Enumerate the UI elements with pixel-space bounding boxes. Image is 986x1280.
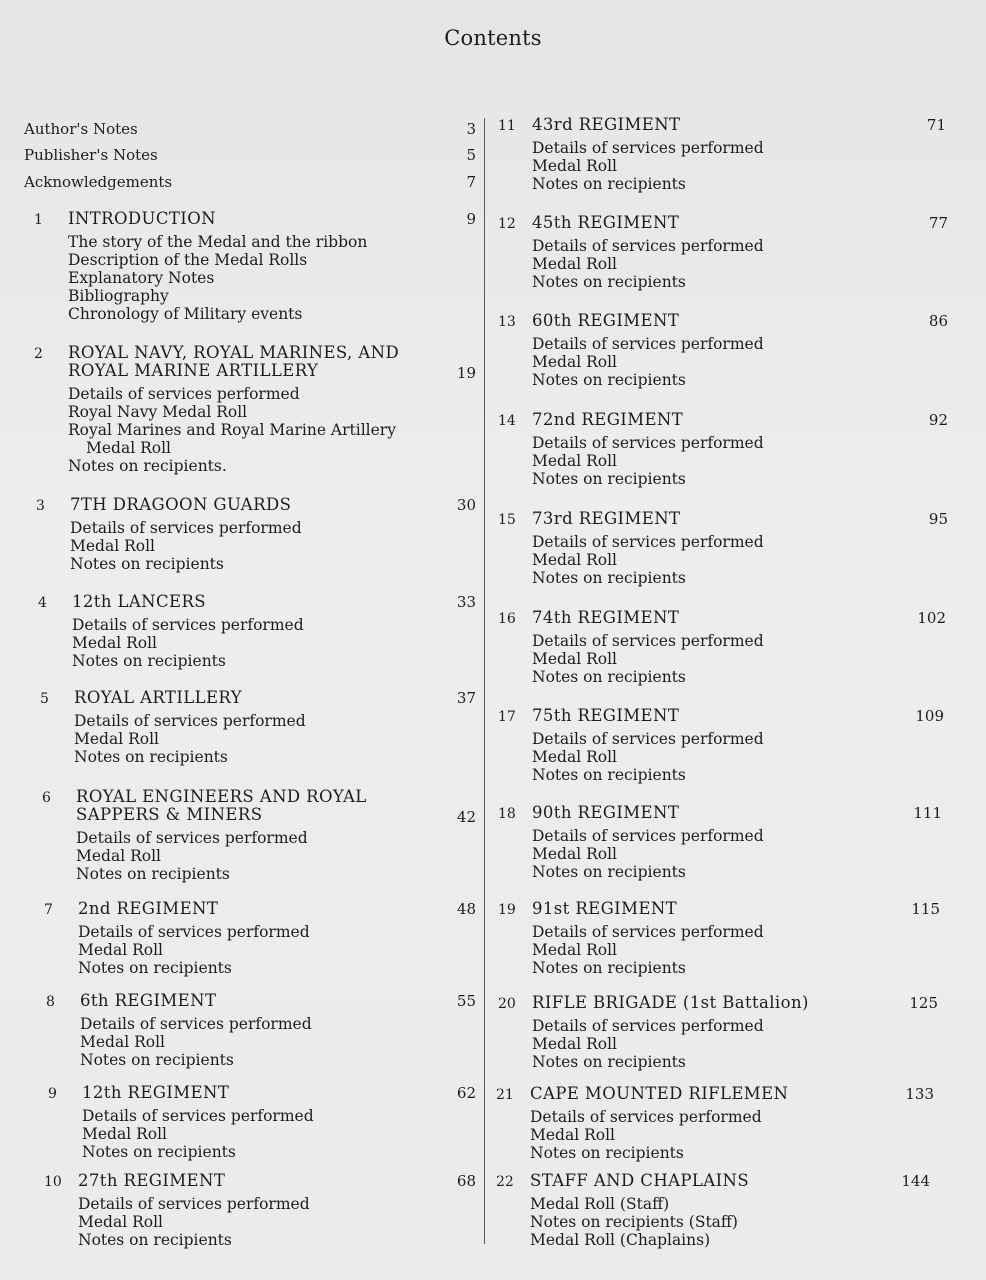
entry-number: 2	[34, 346, 43, 362]
entry-heading-line: 27th REGIMENT	[78, 1171, 226, 1190]
entry-subitem: Notes on recipients	[532, 273, 686, 291]
toc-entry	[498, 116, 946, 196]
front-matter-label: Publisher's Notes	[24, 146, 158, 164]
entry-number: 17	[498, 709, 516, 725]
entry-subitem: Medal Roll	[86, 439, 172, 457]
toc-entry	[40, 689, 476, 769]
entry-subitem: Details of services performed	[532, 827, 764, 845]
entry-subitems	[70, 519, 302, 573]
entry-number: 22	[496, 1174, 514, 1190]
entry-number: 9	[48, 1086, 57, 1102]
toc-entry	[46, 992, 476, 1072]
entry-number: 8	[46, 994, 55, 1010]
entry-page-number: 30	[456, 496, 476, 514]
entry-subitem: Details of services performed	[70, 519, 302, 537]
entry-subitems	[78, 923, 310, 977]
entry-subitems	[532, 1017, 764, 1071]
entry-page-number: 109	[915, 707, 944, 725]
entry-subitem: Royal Navy Medal Roll	[68, 403, 248, 421]
toc-entry	[498, 214, 948, 294]
entry-heading-line: 12th REGIMENT	[82, 1083, 230, 1102]
toc-entry	[38, 593, 476, 673]
entry-subitems	[532, 632, 764, 686]
entry-subitems	[532, 335, 764, 389]
entry-subitems	[76, 829, 308, 883]
entry-page-number: 33	[456, 593, 476, 611]
entry-page-number: 144	[901, 1172, 930, 1190]
toc-entry	[48, 1084, 476, 1164]
entry-subitems	[530, 1108, 762, 1162]
entry-heading	[532, 994, 809, 1012]
entry-subitem: Medal Roll	[530, 1126, 616, 1144]
entry-heading	[532, 312, 679, 330]
entry-subitems	[532, 434, 764, 488]
entry-heading-line: 60th REGIMENT	[532, 311, 680, 330]
entry-subitem: Notes on recipients	[532, 470, 686, 488]
toc-entry	[34, 209, 476, 323]
entry-subitem: Notes on recipients	[74, 748, 228, 766]
entry-page-number: 95	[928, 510, 948, 528]
entry-subitem: Medal Roll	[532, 452, 618, 470]
entry-heading-line: 91st REGIMENT	[532, 899, 678, 918]
entry-subitem: Details of services performed	[68, 385, 300, 403]
toc-entry	[42, 787, 476, 883]
entry-heading	[74, 689, 242, 707]
entry-subitems	[80, 1015, 312, 1069]
entry-subitem: Notes on recipients	[78, 959, 232, 977]
entry-heading	[532, 214, 679, 232]
entry-subitem: Medal Roll	[78, 941, 164, 959]
entry-heading	[530, 1172, 749, 1190]
entry-heading-line: STAFF AND CHAPLAINS	[530, 1171, 750, 1190]
entry-subitem: Details of services performed	[532, 533, 764, 551]
entry-heading-line: ROYAL NAVY, ROYAL MARINES, AND	[68, 343, 400, 362]
entry-heading-line: RIFLE BRIGADE (1st Battalion)	[532, 993, 809, 1012]
toc-entry	[498, 804, 942, 884]
entry-subitems	[530, 1195, 738, 1249]
entry-subitem: Notes on recipients	[532, 766, 686, 784]
entry-subitem: Details of services performed	[530, 1108, 762, 1126]
entry-subitems	[532, 730, 764, 784]
entry-heading-line: 75th REGIMENT	[532, 706, 680, 725]
entry-subitem: Notes on recipients (Staff)	[530, 1213, 738, 1231]
entry-heading-line: ROYAL ENGINEERS AND ROYAL	[76, 787, 367, 806]
entry-heading	[72, 593, 206, 611]
entry-number: 21	[496, 1087, 514, 1103]
entry-heading-line: 43rd REGIMENT	[532, 115, 681, 134]
entry-subitems	[532, 139, 764, 193]
entry-heading	[68, 210, 216, 228]
entry-subitem: Medal Roll	[82, 1125, 168, 1143]
entry-subitem: Notes on recipients.	[68, 457, 227, 475]
entry-heading	[78, 900, 218, 918]
entry-subitem: Medal Roll	[74, 730, 160, 748]
entry-number: 19	[498, 902, 516, 918]
entry-heading	[530, 1085, 788, 1103]
entry-page-number: 68	[456, 1172, 476, 1190]
entry-heading	[532, 609, 679, 627]
entry-heading	[78, 1172, 225, 1190]
entry-subitem: The story of the Medal and the ribbon	[68, 233, 368, 251]
entry-heading	[82, 1084, 229, 1102]
entry-subitem: Medal Roll	[532, 157, 618, 175]
entry-heading-line: 2nd REGIMENT	[78, 899, 219, 918]
entry-subitem: Medal Roll	[532, 353, 618, 371]
entry-subitem: Notes on recipients	[72, 652, 226, 670]
entry-page-number: 111	[913, 804, 942, 822]
entry-subitem: Details of services performed	[76, 829, 308, 847]
entry-number: 14	[498, 413, 516, 429]
entry-subitem: Medal Roll	[78, 1213, 164, 1231]
entry-number: 12	[498, 216, 516, 232]
entry-heading-line: SAPPERS & MINERS	[76, 805, 263, 824]
entry-subitem: Details of services performed	[78, 923, 310, 941]
entry-page-number: 133	[905, 1085, 934, 1103]
entry-page-number: 86	[928, 312, 948, 330]
front-matter-page: 7	[466, 173, 476, 191]
entry-subitem: Details of services performed	[532, 632, 764, 650]
entry-subitem: Details of services performed	[532, 923, 764, 941]
entry-subitem: Notes on recipients	[532, 1053, 686, 1071]
entry-number: 5	[40, 691, 49, 707]
entry-heading	[532, 411, 683, 429]
entry-heading	[532, 116, 680, 134]
front-matter-publishers-notes	[24, 146, 476, 168]
entry-number: 13	[498, 314, 516, 330]
entry-subitem: Notes on recipients	[532, 863, 686, 881]
entry-page-number: 19	[456, 364, 476, 382]
toc-entry	[498, 411, 948, 491]
front-matter-page: 3	[466, 120, 476, 138]
entry-subitem: Medal Roll (Staff)	[530, 1195, 670, 1213]
entry-number: 10	[44, 1174, 62, 1190]
entry-heading	[68, 344, 399, 380]
entry-subitems	[68, 385, 396, 475]
entry-heading-line: 74th REGIMENT	[532, 608, 680, 627]
entry-subitems	[68, 233, 367, 323]
toc-entry	[498, 900, 940, 980]
entry-subitem: Details of services performed	[532, 730, 764, 748]
entry-page-number: 42	[456, 808, 476, 826]
entry-heading-line: 7TH DRAGOON GUARDS	[70, 495, 292, 514]
entry-subitem: Notes on recipients	[532, 371, 686, 389]
entry-subitem: Notes on recipients	[76, 865, 230, 883]
entry-heading	[80, 992, 216, 1010]
entry-subitem: Details of services performed	[78, 1195, 310, 1213]
entry-subitem: Details of services performed	[532, 139, 764, 157]
entry-heading	[532, 804, 679, 822]
entry-subitem: Medal Roll (Chaplains)	[530, 1231, 711, 1249]
entry-number: 6	[42, 790, 51, 806]
entry-subitem: Medal Roll	[532, 748, 618, 766]
entry-subitems	[74, 712, 306, 766]
entry-number: 15	[498, 512, 516, 528]
entry-subitem: Explanatory Notes	[68, 269, 215, 287]
toc-entry	[34, 343, 476, 475]
entry-subitems	[532, 237, 764, 291]
entry-subitem: Medal Roll	[70, 537, 156, 555]
toc-entry	[498, 707, 944, 787]
entry-heading-line: CAPE MOUNTED RIFLEMEN	[530, 1084, 789, 1103]
entry-subitems	[72, 616, 304, 670]
entry-subitem: Medal Roll	[80, 1033, 166, 1051]
front-matter-acknowledgements	[24, 173, 476, 195]
entry-page-number: 9	[466, 210, 476, 228]
entry-page-number: 92	[928, 411, 948, 429]
entry-subitem: Notes on recipients	[78, 1231, 232, 1249]
entry-subitems	[82, 1107, 314, 1161]
entry-subitem: Details of services performed	[74, 712, 306, 730]
entry-subitem: Notes on recipients	[532, 175, 686, 193]
entry-subitem: Details of services performed	[532, 1017, 764, 1035]
entry-number: 1	[34, 212, 43, 228]
entry-subitems	[532, 923, 764, 977]
entry-page-number: 77	[928, 214, 948, 232]
entry-page-number: 62	[456, 1084, 476, 1102]
entry-number: 16	[498, 611, 516, 627]
toc-entry	[36, 496, 476, 576]
entry-page-number: 102	[917, 609, 946, 627]
entry-heading	[532, 510, 680, 528]
entry-subitem: Chronology of Military events	[68, 305, 303, 323]
entry-subitem: Details of services performed	[532, 335, 764, 353]
entry-heading-line: 73rd REGIMENT	[532, 509, 681, 528]
entry-heading	[532, 707, 679, 725]
toc-entry	[44, 900, 476, 980]
entry-heading-line: 12th LANCERS	[72, 592, 207, 611]
entry-heading-line: 6th REGIMENT	[80, 991, 217, 1010]
entry-subitem: Royal Marines and Royal Marine Artillery	[68, 421, 396, 439]
entry-subitem: Medal Roll	[532, 650, 618, 668]
entry-subitem: Medal Roll	[76, 847, 162, 865]
toc-entry	[498, 510, 948, 590]
entry-subitem: Medal Roll	[532, 845, 618, 863]
entry-subitem: Description of the Medal Rolls	[68, 251, 308, 269]
entry-subitem: Notes on recipients	[82, 1143, 236, 1161]
front-matter-page: 5	[466, 146, 476, 164]
entry-subitem: Notes on recipients	[532, 668, 686, 686]
entry-subitem: Medal Roll	[532, 255, 618, 273]
entry-subitem: Notes on recipients	[80, 1051, 234, 1069]
entry-subitems	[532, 827, 764, 881]
toc-entry	[496, 1172, 930, 1252]
entry-page-number: 115	[911, 900, 940, 918]
entry-page-number: 71	[926, 116, 946, 134]
entry-number: 11	[498, 118, 516, 134]
toc-entry	[498, 609, 946, 689]
entry-subitem: Details of services performed	[532, 434, 764, 452]
entry-subitem: Notes on recipients	[530, 1144, 684, 1162]
toc-entry	[498, 994, 938, 1074]
entry-subitem: Medal Roll	[532, 941, 618, 959]
entry-subitem: Notes on recipients	[70, 555, 224, 573]
toc-entry	[496, 1085, 934, 1165]
entry-heading-line: INTRODUCTION	[68, 209, 216, 228]
entry-number: 7	[44, 902, 53, 918]
entry-subitem: Details of services performed	[80, 1015, 312, 1033]
toc-entry	[498, 312, 948, 392]
toc-entry	[44, 1172, 476, 1252]
entry-subitems	[78, 1195, 310, 1249]
entry-page-number: 37	[456, 689, 476, 707]
entry-heading	[76, 788, 367, 824]
entry-number: 20	[498, 996, 516, 1012]
entry-heading	[70, 496, 291, 514]
entry-subitem: Medal Roll	[532, 1035, 618, 1053]
front-matter-label: Author's Notes	[24, 120, 138, 138]
entry-subitem: Medal Roll	[72, 634, 158, 652]
entry-subitem: Medal Roll	[532, 551, 618, 569]
front-matter-authors-notes	[24, 120, 476, 142]
entry-number: 4	[38, 595, 47, 611]
entry-number: 18	[498, 806, 516, 822]
entry-number: 3	[36, 498, 45, 514]
entry-subitem: Details of services performed	[82, 1107, 314, 1125]
entry-page-number: 125	[909, 994, 938, 1012]
entry-subitem: Notes on recipients	[532, 569, 686, 587]
column-divider	[484, 118, 485, 1244]
entry-subitem: Details of services performed	[72, 616, 304, 634]
entry-heading-line: 72nd REGIMENT	[532, 410, 684, 429]
entry-subitem: Bibliography	[68, 287, 169, 305]
entry-page-number: 48	[456, 900, 476, 918]
front-matter-label: Acknowledgements	[24, 173, 173, 191]
entry-heading-line: 90th REGIMENT	[532, 803, 680, 822]
entry-heading	[532, 900, 677, 918]
entry-heading-line: ROYAL MARINE ARTILLERY	[68, 361, 319, 380]
entry-subitems	[532, 533, 764, 587]
entry-heading-line: 45th REGIMENT	[532, 213, 680, 232]
entry-page-number: 55	[456, 992, 476, 1010]
page-title: Contents	[444, 26, 542, 50]
entry-subitem: Notes on recipients	[532, 959, 686, 977]
entry-heading-line: ROYAL ARTILLERY	[74, 688, 243, 707]
entry-subitem: Details of services performed	[532, 237, 764, 255]
